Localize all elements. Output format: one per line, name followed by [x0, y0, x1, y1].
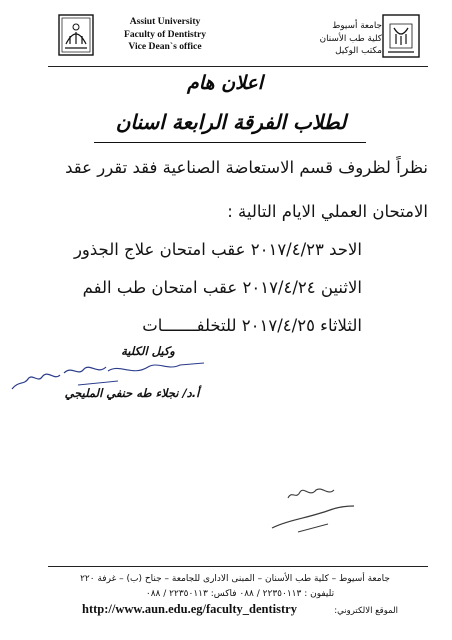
- handwritten-initials-icon: [268, 480, 358, 540]
- body-line-4: الاثنين ٢٠١٧/٤/٢٤ عقب امتحان طب الفم: [82, 278, 362, 297]
- body-line-5: الثلاثاء ٢٠١٧/٤/٢٥ للتخلفـــــــات: [142, 316, 362, 335]
- announcement-title: اعلان هام: [186, 72, 264, 94]
- header-university-en: Assiut University: [129, 16, 201, 27]
- university-logo-icon: [58, 14, 94, 56]
- footer-divider: [48, 566, 428, 567]
- body-line-2: الامتحان العملي الايام التالية :: [227, 202, 428, 221]
- header-divider: [48, 66, 428, 67]
- header-arabic-block: [298, 20, 382, 58]
- footer-website-label: الموقع الالكتروني:: [334, 606, 398, 616]
- footer-phone: تليفون : ٢٢٣٥٠١١٣ / ٠٨٨ فاكس: ٢٢٣٥٠١١٣ / ٠٨٨: [145, 589, 335, 599]
- footer-website-link[interactable]: http://www.aun.edu.eg/faculty_dentistry: [82, 602, 297, 616]
- header-faculty-en: Faculty of Dentistry: [123, 28, 207, 40]
- header-office-ar: مكتب الوكيل: [335, 46, 382, 56]
- footer-address: جامعة أسيوط – كلية طب الأسنان – المبنى الادارى للجامعة – جناح (ب) – غرفة ٢٢٠: [80, 574, 390, 584]
- title-underline: [94, 142, 366, 143]
- announcement-subtitle: لطلاب الفرقة الرابعة اسنان: [115, 110, 347, 134]
- signatory-name: أ.د/ نجلاء طه حنفي المليجي: [64, 386, 200, 400]
- signature-title: وكيل الكلية: [121, 344, 175, 358]
- body-line-1: نظراً لظروف قسم الاستعاضة الصناعية فقد تقرر عقد: [65, 158, 428, 177]
- header-faculty-ar: كلية طب الأسنان: [319, 33, 382, 44]
- header-office-en: Vice Dean`s office: [128, 41, 202, 52]
- header-english-block: [100, 16, 230, 54]
- faculty-logo-icon: [382, 14, 420, 58]
- header-university-ar: جامعة أسيوط: [332, 21, 382, 31]
- body-line-3: الاحد ٢٠١٧/٤/٢٣ عقب امتحان علاج الجذور: [73, 240, 362, 259]
